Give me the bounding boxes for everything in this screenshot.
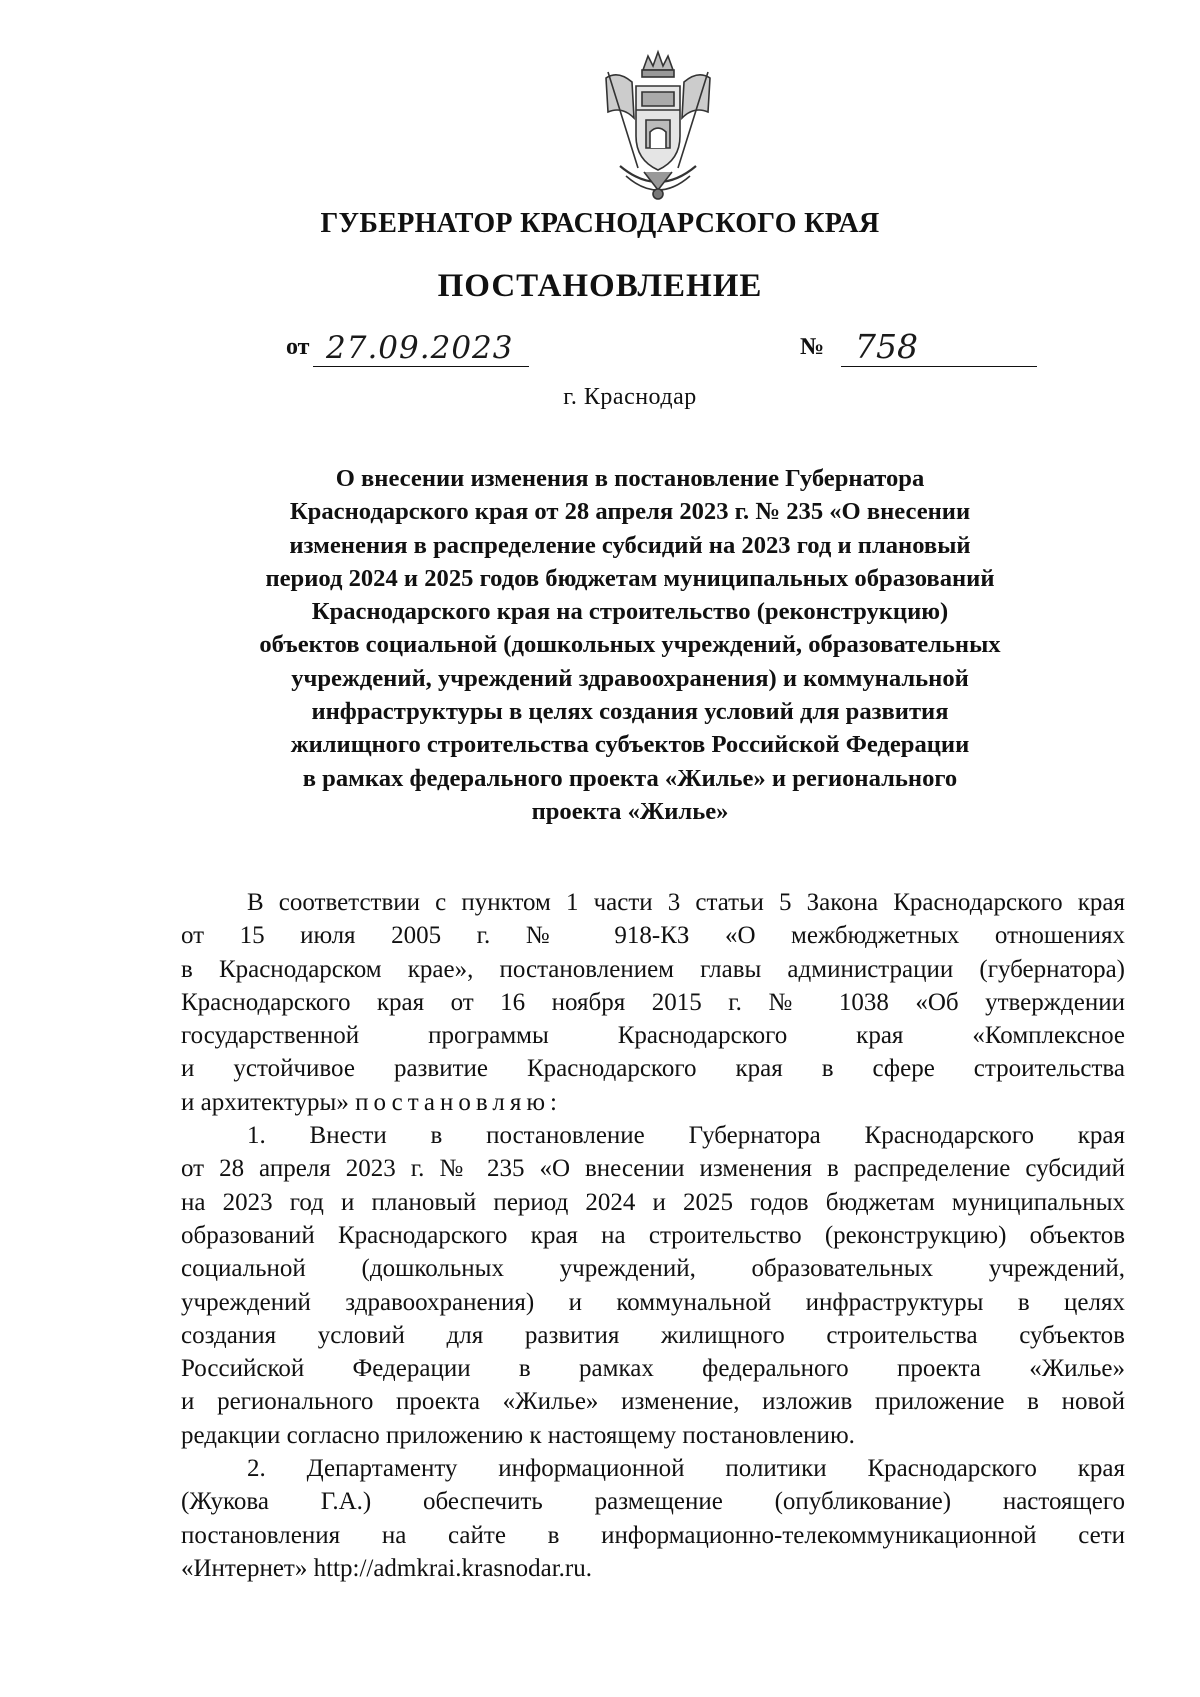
document-type: ПОСТАНОВЛЕНИЕ xyxy=(437,268,763,304)
item1-line: создания условий для развития жилищного строительства субъектов xyxy=(181,1321,1125,1349)
date-underline xyxy=(313,366,529,367)
title-line: изменения в распределение субсидий на 2023 год и плановый xyxy=(289,531,971,559)
item1-line: социальной (дошкольных учреждений, образовательных учреждений, xyxy=(181,1255,1125,1283)
item1-line: и регионального проекта «Жилье» изменение, изложив приложение в новой xyxy=(181,1388,1125,1416)
preamble-line: В соответствии с пунктом 1 части 3 статьи 5 Закона Краснодарского края xyxy=(247,889,1125,916)
number-handwritten: 758 xyxy=(855,327,918,366)
city: г. Краснодар xyxy=(563,384,697,410)
item2-line: (Жукова Г.А.) обеспечить размещение (опубликование) настоящего xyxy=(181,1488,1125,1516)
item2-line: 2. Департаменту информационной политики Краснодарского края xyxy=(247,1455,1125,1483)
title-line: учреждений, учреждений здравоохранения) и коммунальной xyxy=(291,664,969,692)
number-underline xyxy=(841,366,1037,367)
title-line: в рамках федерального проекта «Жилье» и регионального xyxy=(302,764,958,792)
document-body xyxy=(181,886,1125,1585)
title-line: Краснодарского края от 28 апреля 2023 г. № 235 «О внесении xyxy=(289,498,971,526)
item2-line: постановления на сайте в информационно-телекоммуникационной сети xyxy=(181,1521,1125,1549)
title-line: период 2024 и 2025 годов бюджетам муниципальных образований xyxy=(265,564,995,592)
number-label: № xyxy=(800,334,825,360)
preamble-line: от 15 июля 2005 г. № 918-КЗ «О межбюджетных отношениях xyxy=(181,922,1125,950)
item1-line: 1. Внести в постановление Губернатора Краснодарского края xyxy=(247,1122,1125,1150)
title-line: проекта «Жилье» xyxy=(531,797,729,825)
item1-line: учреждений здравоохранения) и коммунальной инфраструктуры в целях xyxy=(181,1288,1125,1316)
item1-line: Российской Федерации в рамках федерального проекта «Жилье» xyxy=(181,1355,1125,1383)
title-line: Краснодарского края на строительство (реконструкцию) xyxy=(311,598,949,626)
preamble-line: и устойчивое развитие Краснодарского края в сфере строительства xyxy=(181,1055,1125,1083)
preamble-line: в Краснодарском крае», постановлением главы администрации (губернатора) xyxy=(181,955,1125,983)
item2-line: «Интернет» http://admkrai.krasnodar.ru. xyxy=(181,1554,593,1582)
title-line: инфраструктуры в целях создания условий для развития xyxy=(311,698,949,726)
date-handwritten: 27.09.2023 xyxy=(326,330,514,366)
preamble-last-line xyxy=(181,1086,1125,1119)
item1-line: редакции согласно приложению к настоящему постановлению. xyxy=(181,1421,855,1449)
title-line: О внесении изменения в постановление Губернатора xyxy=(335,465,925,492)
authority-heading: ГУБЕРНАТОР КРАСНОДАРСКОГО КРАЯ xyxy=(320,208,880,239)
date-prefix: от xyxy=(286,334,310,360)
item1-line: образований Краснодарского края на строительство (реконструкцию) объектов xyxy=(181,1221,1125,1249)
title-line: жилищного строительства субъектов Российской Федерации xyxy=(290,731,970,759)
item1-line: от 28 апреля 2023 г. № 235 «О внесении изменения в распределение субсидий xyxy=(181,1155,1125,1183)
title-line: объектов социальной (дошкольных учреждений, образовательных xyxy=(259,631,1001,659)
item1-line: на 2023 год и плановый период 2024 и 2025 годов бюджетам муниципальных xyxy=(181,1188,1125,1216)
preamble-line: государственной программы Краснодарского края «Комплексное xyxy=(181,1022,1125,1050)
decree-word: постановляю: xyxy=(355,1088,562,1116)
coat-of-arms-icon xyxy=(598,48,718,208)
document-title xyxy=(150,462,1110,828)
preamble-line: Краснодарского края от 16 ноября 2015 г. № 1038 «Об утверждении xyxy=(181,988,1125,1016)
preamble-line: и архитектуры» xyxy=(181,1088,349,1116)
